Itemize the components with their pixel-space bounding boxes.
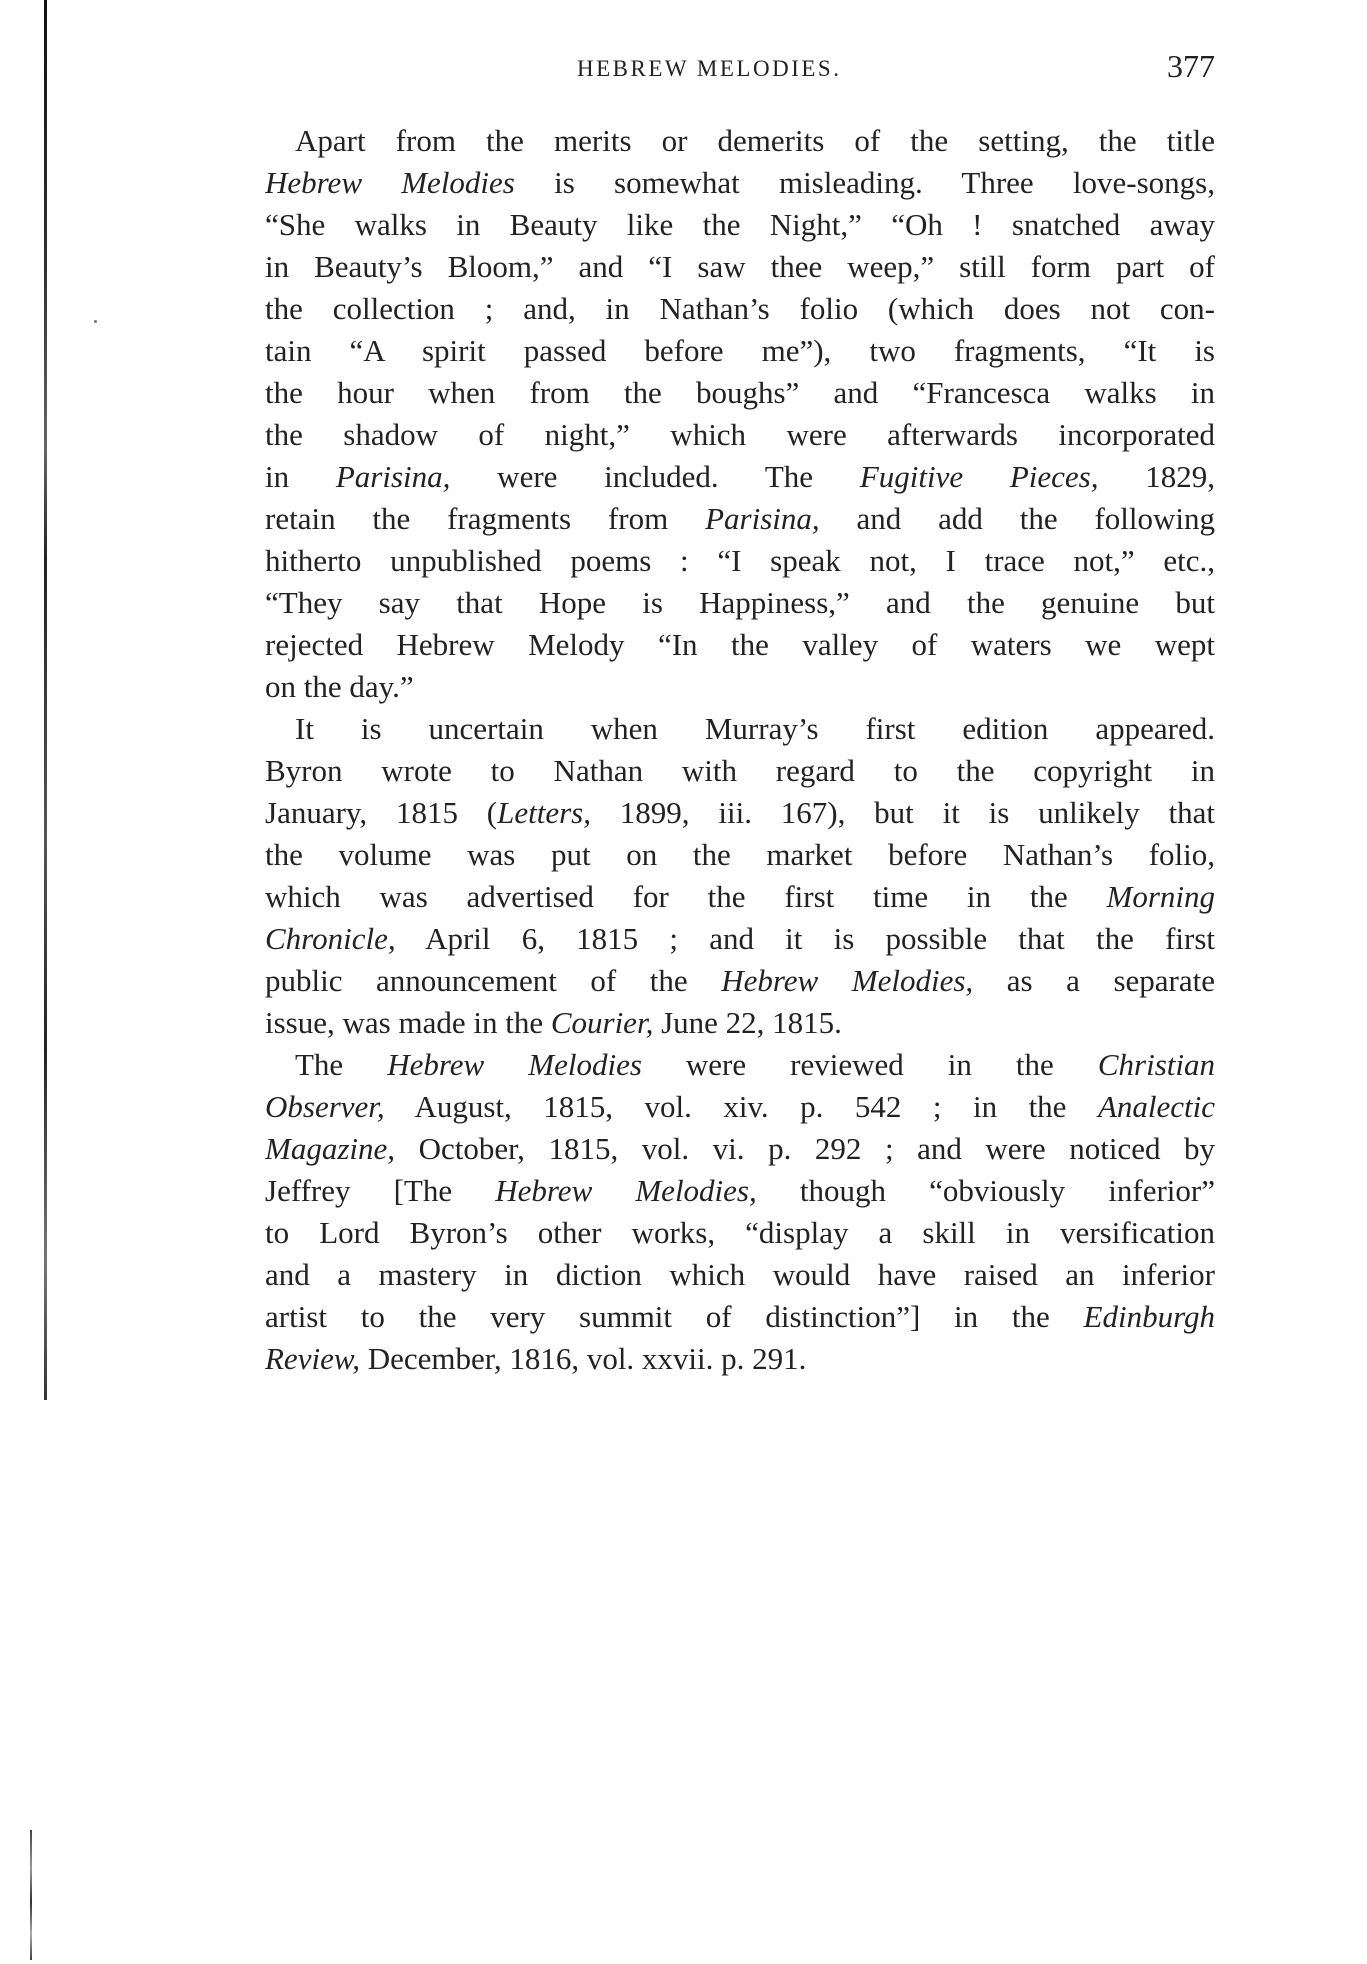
text-line (265, 1128, 1215, 1170)
text-run: public announcement of the (265, 963, 722, 998)
text-line (265, 1212, 1215, 1254)
paragraph (265, 120, 1215, 708)
text-run: in (265, 459, 336, 494)
text-run: tain “A spirit passed before me”), two fragments, “It is (265, 333, 1215, 368)
text-line (265, 960, 1215, 1002)
text-line (265, 540, 1215, 582)
text-line (265, 1338, 1215, 1380)
italic-title: Hebrew Melodies, (495, 1173, 757, 1208)
text-run: as a separate (973, 963, 1215, 998)
text-line (265, 666, 1215, 708)
italic-title: Christian (1097, 1047, 1215, 1082)
text-run: is somewhat misleading. Three love-songs, (514, 165, 1215, 200)
text-run: April 6, 1815 ; and it is possible that the first (395, 921, 1215, 956)
text-run: though “obviously inferior” (756, 1173, 1215, 1208)
italic-title: Morning (1106, 879, 1215, 914)
text-run: and add the following (819, 501, 1215, 536)
paragraph (265, 1044, 1215, 1380)
text-line (265, 918, 1215, 960)
text-run: retain the fragments from (265, 501, 706, 536)
text-run: The (295, 1047, 388, 1082)
italic-title: Chronicle, (265, 921, 396, 956)
text-run: It is uncertain when Murray’s first edition appeared. (295, 711, 1215, 746)
text-run: Byron wrote to Nathan with regard to the copyright in (265, 753, 1215, 788)
text-line (265, 162, 1215, 204)
text-run: June 22, 1815. (653, 1005, 842, 1040)
text-line (265, 1254, 1215, 1296)
italic-title: Magazine, (265, 1131, 396, 1166)
italic-title: Hebrew Melodies (387, 1047, 642, 1082)
text-line (265, 246, 1215, 288)
italic-title: Observer, (265, 1089, 385, 1124)
text-line (265, 330, 1215, 372)
text-run: 1829, (1098, 459, 1215, 494)
scan-speck (94, 320, 97, 323)
italic-title: Fugitive Pieces, (859, 459, 1099, 494)
text-run: the volume was put on the market before Nathan’s folio, (265, 837, 1215, 872)
text-run: December, 1816, vol. xxvii. p. 291. (359, 1341, 807, 1376)
text-line (265, 414, 1215, 456)
paragraph (265, 708, 1215, 1044)
binding-edge-shadow (44, 0, 47, 1400)
text-run: hitherto unpublished poems : “I speak not, I trace not,” etc., (265, 543, 1215, 578)
text-run: October, 1815, vol. vi. p. 292 ; and were noticed by (395, 1131, 1215, 1166)
text-line (265, 1002, 1215, 1044)
italic-title: Parisina, (335, 459, 451, 494)
text-run: 1899, iii. 167), but it is unlikely that (590, 795, 1215, 830)
text-run: Jeffrey [The (265, 1173, 496, 1208)
text-run: Apart from the merits or demerits of the setting, the title (295, 123, 1215, 158)
text-line (265, 624, 1215, 666)
italic-title: Analectic (1097, 1089, 1215, 1124)
text-run: were included. The (450, 459, 860, 494)
text-line (265, 498, 1215, 540)
text-line (265, 708, 1215, 750)
italic-title: Review, (265, 1341, 360, 1376)
text-run: rejected Hebrew Melody “In the valley of waters we wept (265, 627, 1215, 662)
italic-title: Parisina, (705, 501, 820, 536)
text-run: the hour when from the boughs” and “Francesca walks in (265, 375, 1215, 410)
text-line (265, 1086, 1215, 1128)
text-run: issue, was made in the (265, 1005, 551, 1040)
text-run: January, 1815 ( (265, 795, 498, 830)
text-run: the shadow of night,” which were afterwards incorporated (265, 417, 1215, 452)
text-run: the collection ; and, in Nathan’s folio (which does not con- (265, 291, 1215, 326)
text-run: “She walks in Beauty like the Night,” “Oh ! snatched away (265, 207, 1215, 242)
text-line (265, 876, 1215, 918)
italic-title: Letters, (497, 795, 591, 830)
text-line (265, 456, 1215, 498)
text-line (265, 750, 1215, 792)
text-line (265, 792, 1215, 834)
text-run: to Lord Byron’s other works, “display a skill in versification (265, 1215, 1215, 1250)
text-run: August, 1815, vol. xiv. p. 542 ; in the (384, 1089, 1098, 1124)
text-line (265, 120, 1215, 162)
page-number: 377 (1167, 48, 1215, 84)
text-run: artist to the very summit of distinction”] in the (265, 1299, 1084, 1334)
text-run: in Beauty’s Bloom,” and “I saw thee weep,” still form part of (265, 249, 1215, 284)
italic-title: Edinburgh (1083, 1299, 1215, 1334)
text-run: “They say that Hope is Happiness,” and the genuine but (265, 585, 1215, 620)
text-line (265, 582, 1215, 624)
text-line (265, 204, 1215, 246)
running-head (265, 48, 1215, 92)
text-run: on the day.” (265, 669, 414, 704)
binding-edge-shadow-lower (30, 1830, 32, 1960)
text-run: were reviewed in the (641, 1047, 1098, 1082)
italic-title: Hebrew Melodies (265, 165, 515, 200)
text-run: which was advertised for the first time in the (265, 879, 1107, 914)
text-run: and a mastery in diction which would have raised an inferior (265, 1257, 1215, 1292)
text-line (265, 1170, 1215, 1212)
body-text (265, 120, 1215, 1380)
text-line (265, 288, 1215, 330)
italic-title: Courier, (550, 1005, 654, 1040)
text-line (265, 372, 1215, 414)
text-line (265, 1296, 1215, 1338)
italic-title: Hebrew Melodies, (721, 963, 974, 998)
text-line (265, 834, 1215, 876)
running-title: HEBREW MELODIES. (577, 56, 842, 81)
text-line (265, 1044, 1215, 1086)
